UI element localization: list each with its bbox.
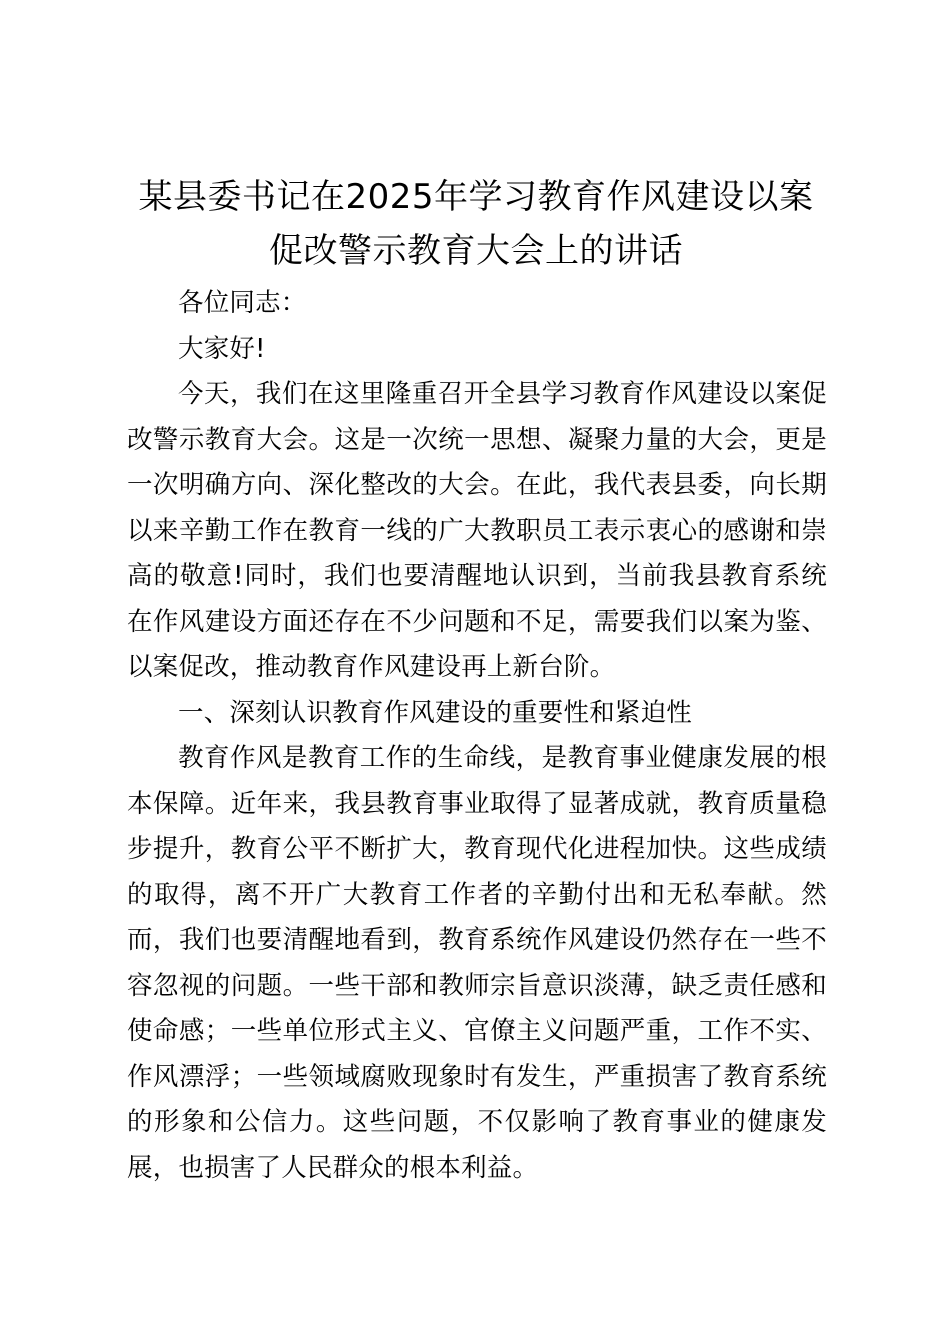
salutation: 各位同志：	[178, 288, 307, 318]
title-line-2: 促改警示教育大会上的讲话	[269, 231, 683, 271]
document-body	[127, 281, 827, 1191]
paragraph-section-1: 教育作风是教育工作的生命线，是教育事业健康发展的根本保障。近年来，我县教育事业取得了显著成就，教育质量稳步提升，教育公平不断扩大，教育现代化进程加快。这些成绩的取得，离不开广大教育工作者的辛勤付出和无私奉献。然而，我们也要清醒地看到，教育系统作风建设仍然存在一些不容忽视的问题。一些干部和教师宗旨意识淡薄，缺乏责任感和使命感；一些单位形式主义、官僚主义问题严重，工作不实、作风漂浮；一些领域腐败现象时有发生，严重损害了教育系统的形象和公信力。这些问题，不仅影响了教育事业的健康发展，也损害了人民群众的根本利益。	[127, 743, 827, 1183]
greeting: 大家好!	[178, 333, 266, 364]
title-line-1: 某县委书记在2025年学习教育作风建设以案	[138, 177, 814, 217]
document-title	[120, 170, 832, 278]
paragraph-intro: 今天，我们在这里隆重召开全县学习教育作风建设以案促改警示教育大会。这是一次统一思想、凝聚力量的大会，更是一次明确方向、深化整改的大会。在此，我代表县委，向长期以来辛勤工作在教育一线的广大教职员工表示衷心的感谢和崇高的敬意!同时，我们也要清醒地认识到，当前我县教育系统在作风建设方面还存在不少问题和不足，需要我们以案为鉴、以案促改，推动教育作风建设再上新台阶。	[127, 379, 827, 682]
section-heading-1: 一、深刻认识教育作风建设的重要性和紧迫性	[178, 697, 693, 728]
